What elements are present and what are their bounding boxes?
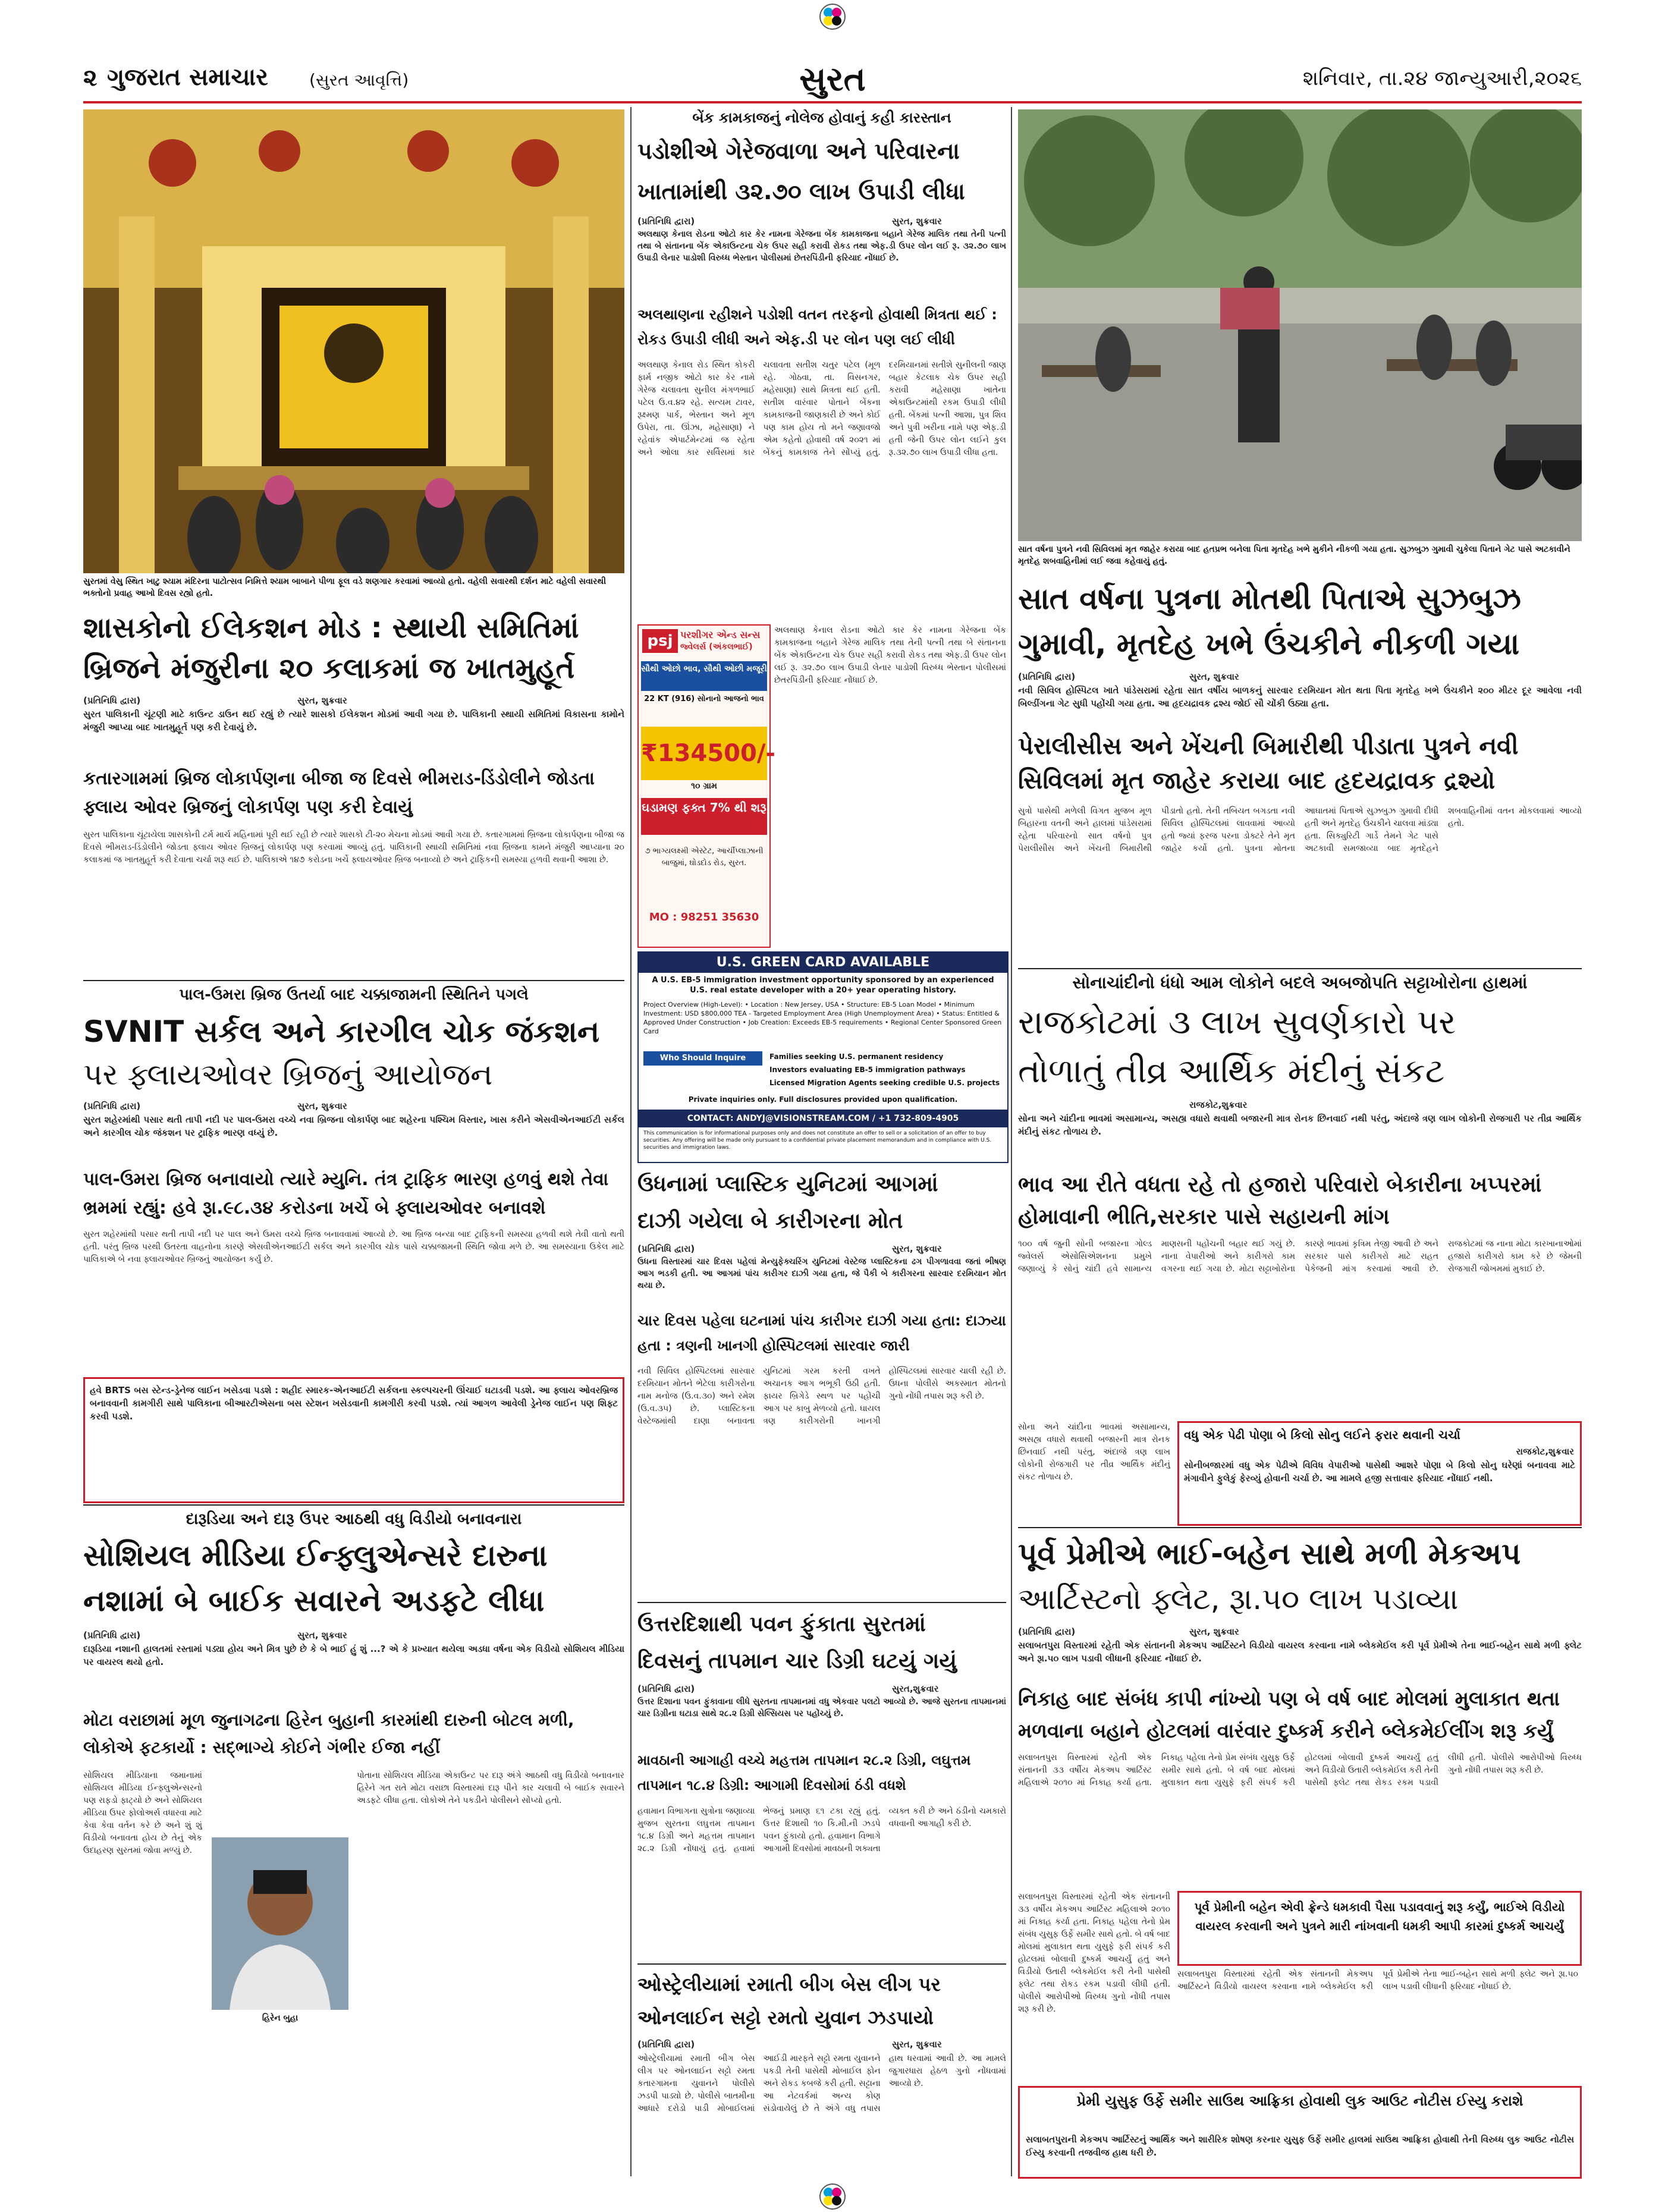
temple-photo-image <box>83 109 624 573</box>
headline-fire: ઉધનામાં પ્લાસ્ટિક યુનિટમાં આગમાં <box>637 1172 938 1196</box>
headline-weather: ઉત્તરદિશાથી પવન ફુંકાતા સુરતમાં <box>637 1612 926 1636</box>
body-influencer-2: પોતાના સોશિયલ મીડિયા એકાઉન્ટ પર દારૂ અંગે આઠથી વધુ વિડીયો બનાવનાર હિરેને ગત રાતે મોટા વરાછા વિસ્તારમાં દારૂ પીને કાર ચલાવી બે બાઈક સવારને અડફટે લીધા હતા. લોકોએ તેને પકડીને પોલીસને સોંપ્યો હતો. <box>357 1771 624 1805</box>
ad-greencard-bullet-3: Licensed Migration Agents seeking credible U.S. projects <box>769 1079 1000 1087</box>
photo-hospital-caption: સાત વર્ષના પુત્રને નવી સિવિલમાં મૃત જાહેર કરાયા બાદ હતપ્રભ બનેલા પિતા મૃતદેહ ખભે મુકીને નીકળી ગયા હતા. સુઝબુઝ ગુમાવી ચુકેલા પિતાને ગેટ પાસે અટકાવીને મૃતદેહ શબવાહિનીમાં લઈ જવા કહેવાયું હતું. <box>1018 545 1570 566</box>
byline-left-cricket: (પ્રતિનિધિ દ્વારા) <box>637 2039 695 2050</box>
body-garage-continued <box>774 624 1006 945</box>
body-influencer: સોશિયલ મીડિયાના જમાનામાં સોશિયલ મીડિયા ઈન્ફ્લુએન્સરનો પણ રાફડો ફાટ્યો છે અને સોશિયલ મીડિયા ઉપર ફોલોઅર્સ વધારવા માટે કેવા કેવા વર્તન કરે છે અને શું શું વિડીયો બનાવતા હોય છે તેનું એક ઉદાહરણ સુરતમાં જોવા મળ્યું છે. <box>83 1771 202 1855</box>
page-number: ૨ <box>83 64 98 92</box>
cmyk-target-icon <box>821 2185 844 2208</box>
photo-temple-caption: સુરતમાં વેસુ સ્થિત ખાટુ શ્યામ મંદિરના પાટોત્સવ નિમિત્તે શ્યામ બાબાને પીળા ફૂલ વડે શણગાર કરવામાં આવ્યો હતો. વહેલી સવારથી દર્શન માટે વહેલી સવારથી ભક્તોનો પ્રવાહ આખો દિવસ રહ્યો હતો. <box>83 577 607 598</box>
lead-makeup: સલાબતપુરા વિસ્તારમાં રહેતી એક સંતાનની મેકઅપ આર્ટિસ્ટને વિડીયો વાયરલ કરવાના નામે બ્લેકમેઈલ કરી પૂર્વ પ્રેમીએ તેના ભાઈ-બહેન સાથે મળી ફ્લેટ અને રૂા.૫૦ લાખ પડાવી લીધાની ફરિયાદ નોંધાઈ છે. <box>1018 1640 1582 1664</box>
byline-left-father: (પ્રતિનિધિ દ્વારા) <box>1018 671 1076 682</box>
hospital-photo-image <box>1018 109 1582 541</box>
subhead-father: પેરાલીસીસ અને ખેંચની બિમારીથી પીડાતા પુત્રને નવી સિવિલમાં મૃત જાહેર કરાયા બાદ હૃદયદ્રાવક દ્રશ્યો <box>1018 733 1519 794</box>
ad-greencard-contact: CONTACT: ANDYJ@VISIONSTREAM.COM / +1 732-809-4905 <box>639 1110 1007 1127</box>
ad-greencard-who: Who Should Inquire <box>643 1051 762 1066</box>
body-rajkot: ૧૦૦ વર્ષ જુની સોની બજારના ગોલ્ડ જ્વેલર્સ એસોસિએશનના પ્રમુખે જણાવ્યું કે સોનું ચાંદી હવે સામાન્ય માણસની પહોંચની બહાર થઈ ગયું છે. નાના વેપારીઓ અને કારીગરો કામ વગરના થઈ ગયા છે. મોટા સટ્ટાખોરોના કારણે ભાવમાં કૃત્રિમ તેજી આવી છે અને સરકાર પાસે કારીગરો માટે રાહત પેકેજની માંગ કરવામાં આવી છે. રાજકોટમાં જ નાના મોટા કારખાનાઓમાં હજારો કારીગરો કામ કરે છે જેમની રોજગારી જોખમમાં મુકાઈ છે. <box>1018 1239 1582 1274</box>
byline-right-rajkot: રાજકોટ,શુક્રવાર <box>1189 1099 1248 1110</box>
paper-name: ગુજરાત સમાચાર <box>107 63 268 91</box>
lead-father: નવી સિવિલ હોસ્પિટલ ખાતે પાંડેસરામાં રહેતા સાત વર્ષીય બાળકનું સારવાર દરમિયાન મોત થતા પિતા મૃતદેહ ખભે ઉંચકીને ૨૦૦ મીટર દૂર આવેલા નવી બિલ્ડીંગના ગેટ સુધી પહોંચી ગયા હતા. આ હૃદયદ્રાવક દ્રશ્ય જોઈ સૌ ચોંકી ઉઠ્યા હતા. <box>1018 685 1582 709</box>
box-makeup-1: પૂર્વ પ્રેમીની બહેન એવી ફ્રેન્ડે ધમકાવી પૈસા પડાવવાનું શરૂ કર્યું, ભાઈએ વિડીયો વાયરલ કરવાની અને પુત્રને મારી નાંખવાની ધમકી આપી કારમાં દુષ્કર્મ આચર્યું <box>1177 1891 1582 1966</box>
headline-rajkot: રાજકોટમાં ૩ લાખ સુવર્ણકારો પર <box>1018 1003 1456 1042</box>
ad-jewellers-offer: ઘડામણ ફક્ત 7% થી શરૂ <box>641 798 767 835</box>
byline-right-weather: સુરત,શુક્રવાર <box>892 1683 939 1694</box>
photo-hospital <box>1018 109 1582 541</box>
box-makeup-2-headline: પ્રેમી યુસુફ ઉર્ફે સમીર સાઉથ આફ્રિકા હોવાથી લુક આઉટ નોટીસ ઈસ્યુ કરાશે <box>1076 2092 1523 2109</box>
lead-weather: ઉત્તર દિશાના પવન ફુંકાવાના લીધે સુરતના તાપમાનમાં વધુ એકવાર પલટો આવ્યો છે. આજે સુરતના તાપમાનમાં ચાર ડિગ્રીના ઘટાડા સાથે ૨૮.૨ ડિગ્રી સેલ્સિયસ પર પહોંચ્યું છે. <box>637 1697 1006 1718</box>
body-fire: નવી સિવિલ હોસ્પિટલમાં સારવાર દરમિયાન મોતને ભેટેલા કારીગરોના નામ મનોજ (ઉ.વ.૩૦) અને રમેશ (ઉ.વ.૩૫) છે. પ્લાસ્ટિકના વેસ્ટેજમાંથી દાણા બનાવતા યુનિટમાં ગરમ કરતી વખતે અચાનક આગ ભભૂકી ઉઠી હતી. ફાયર બ્રિગેડે સ્થળ પર પહોંચી આગ પર કાબુ મેળવ્યો હતો. ઘાયલ ત્રણ કારીગરોની ખાનગી હોસ્પિટલમાં સારવાર ચાલી રહી છે. ઉધના પોલીસે અકસ્માત મોતનો ગુનો નોંધી તપાસ શરૂ કરી છે. <box>637 1366 1006 1426</box>
byline-left-standing: (પ્રતિનિધિ દ્વારા) <box>83 695 141 706</box>
rajkot-continued-para: સોના અને ચાંદીના ભાવમાં અસામાન્ય, અસહ્ય વધારો થવાથી બજારની માત્ર રોનક છિનવાઈ નથી પરંતુ, અંદાજે ત્રણ લાખ લોકોની રોજગારી પર તીવ્ર આર્થિક મંદીનું સંકટ તોળાય છે. <box>1018 1422 1170 1482</box>
byline-left-influencer: (પ્રતિનિધિ દ્વારા) <box>83 1630 141 1641</box>
headline-weather-2: દિવસનું તાપમાન ચાર ડિગ્રી ઘટયું ગયું <box>637 1649 957 1673</box>
subhead-influencer: મોટા વરાછામાં મૂળ જુનાગઢના હિરેન બુહાની કારમાંથી દારુની બોટલ મળી, લોકોએ ફટકાર્યો : સદ્ભાગ્યે કોઈને ગંભીર ઈજા નહીં <box>83 1710 574 1757</box>
ad-jewellers-name: પરશીગર એન્ડ સન્સ <box>680 629 761 640</box>
lead-svnit: સુરત શહેરમાંથી પસાર થતી તાપી નદી પર પાલ-ઉમરા વચ્ચે નવા બ્રિજના લોકાર્પણ બાદ શહેરના પશ્ચિમ વિસ્તાર, ખાસ કરીને એસવીએનઆઈટી સર્કલ અને કારગીલ ચોક જંકશન પર ટ્રાફિક ભારણ વધ્યું છે. <box>83 1114 624 1138</box>
divider-right-2 <box>1018 1527 1582 1528</box>
headline-makeup-2: આર્ટિસ્ટનો ફ્લેટ, રૂા.૫૦ લાખ પડાવ્યા <box>1018 1582 1459 1616</box>
lead-fire: ઉધના વિસ્તારમાં ચાર દિવસ પહેલાં મેન્યુફેક્ચરિંગ યુનિટમાં વેસ્ટેજ પ્લાસ્ટિકના ઢગ પીગળાવવા જતાં ભીષણ આગ ભડકી હતી. આ આગમાં પાંચ કારીગર દાઝી ગયા હતા, જે પૈકી બે કારીગરના સારવાર દરમિયાન મોત થયા છે. <box>637 1257 1006 1290</box>
kicker-svnit: પાલ-ઉમરા બ્રિજ ઉતર્યા બાદ ચક્કાજામની સ્થિતિને પગલે <box>179 986 529 1004</box>
subhead-makeup: નિકાહ બાદ સંબંધ કાપી નાંખ્યો પણ બે વર્ષ બાદ મોલમાં મુલાકાત થતા મળવાના બહાને હોટલમાં વારંવાર દુષ્કર્મ કરીને બ્લેકમેઈલીંગ શરૂ કર્યું <box>1018 1687 1560 1742</box>
box-makeup-2 <box>1018 2086 1582 2179</box>
headline-cricket-2: ઓનલાઈન સટ્ટો રમતો યુવાન ઝડપાયો <box>637 2006 934 2029</box>
divider-left-2 <box>83 1504 624 1506</box>
body-makeup: સલાબતપુરા વિસ્તારમાં રહેતી એક સંતાનની ૩૩ વર્ષીય મેકઅપ આર્ટિસ્ટ મહિલાએ ૨૦૧૦ માં નિકાહ કર્યા હતા. નિકાહ પહેલા તેનો પ્રેમ સંબંધ યુસુફ ઉર્ફે સમીર સાથે હતો. બે વર્ષ બાદ મોલમાં મુલાકાત થતા યુસુફે ફરી સંપર્ક કરી હોટલમાં બોલાવી દુષ્કર્મ આચર્યું હતું અને વિડીયો ઉતારી બ્લેકમેઈલ કરી તેની પાસેથી ફ્લેટ તથા રોકડ રકમ પડાવી લીધી હતી. પોલીસે આરોપીઓ વિરુધ્ધ ગુનો નોંધી તપાસ શરૂ કરી છે. <box>1018 1753 1582 1787</box>
kicker-garage: બેંક કામકાજનું નોલેજ હોવાનું કહી કારસ્તાન <box>692 109 951 126</box>
photo-hiren <box>212 1837 348 2010</box>
divider-right-1 <box>1018 968 1582 969</box>
registration-mark-bottom <box>819 2183 846 2210</box>
byline-right-makeup: સુરત, શુક્રવાર <box>1189 1626 1239 1637</box>
subhead-garage: અલથાણના રહીશને પડોશી વતન તરફનો હોવાથી મિત્રતા થઈ : રોકડ ઉપાડી લીધી અને એફ.ડી પર લોન પણ લઈ લીધી <box>637 306 997 348</box>
byline-right-fire: સુરત, શુક્રવાર <box>892 1243 942 1254</box>
subhead-fire: ચાર દિવસ પહેલા ઘટનામાં પાંચ કારીગર દાઝી ગયા હતા: દાઝ્યા હતા : ત્રણની ખાનગી હોસ્પિટલમાં સારવાર જારી <box>637 1312 1006 1354</box>
byline-left-weather: (પ્રતિનિધિ દ્વારા) <box>637 1683 695 1694</box>
body-svnit: સુરત શહેરમાંથી પસાર થતી તાપી નદી પર પાલ અને ઉમરા વચ્ચે બ્રિજ બનાવવામાં આવ્યો છે. આ બ્રિજ બન્યા બાદ ટ્રાફિકની સમસ્યા હળવી થશે તેવી વાતો થતી હતી. પરંતુ બ્રિજ પરથી ઉતરતા વાહનોના કારણે એસવીએનઆઈટી સર્કલ અને કારગીલ ચોક પાસે ચક્કાજામની સ્થિતિ જોવા મળે છે. આ સમસ્યાના ઉકેલ માટે પાલિકાએ બે નવા ફ્લાયઓવર બ્રિજનું આયોજન કર્યું છે. <box>83 1230 624 1264</box>
ad-jewellers-karat: 22 KT (916) સોનાનો આજનો ભાવ <box>644 695 764 703</box>
byline-right-father: સુરત, શુક્રવાર <box>1189 671 1239 682</box>
masthead-rule <box>83 101 1582 103</box>
headline-fire-2: દાઝી ગયેલા બે કારીગરના મોત <box>637 1209 903 1233</box>
makeup-right-para: સલાબતપુરા વિસ્તારમાં રહેતી એક સંતાનની મેકઅપ આર્ટિસ્ટને વિડીયો વાયરલ કરવાના નામે બ્લેકમેઈલ કરી પૂર્વ પ્રેમીએ તેના ભાઈ-બહેન સાથે મળી ફ્લેટ અને રૂા.૫૦ લાખ પડાવી લીધાની ફરિયાદ નોંધાઈ છે. <box>1177 1969 1578 1991</box>
lead-standing-committee: સુરત પાલિકાની ચૂંટણી માટે કાઉન્ટ ડાઉન થઈ રહ્યું છે ત્યારે શાસકો ઈલેકશન મોડમાં આવી ગયા છે. પાલિકાની સ્થાયી સમિતિમાં વિકાસના કામોને મંજુરી આપ્યા બાદ ખાતમુહૂર્ત પણ કરી દેવાયું છે. <box>83 709 624 733</box>
headline-standing-committee: શાસકોનો ઈલેકશન મોડ : સ્થાયી સમિતિમાં <box>83 611 579 645</box>
body-makeup-continued <box>1018 1891 1170 2081</box>
box-rajkot-byline: રાજકોટ,શુક્રવાર <box>1516 1446 1574 1457</box>
masthead <box>83 59 1582 101</box>
headline-svnit-2: પર ફ્લાયઓવર બ્રિજનું આયોજન <box>83 1057 493 1092</box>
kicker-influencer: દારૂડિયા અને દારૂ ઉપર આઠથી વધુ વિડીયો બનાવનારા <box>186 1510 522 1528</box>
divider-mid-1 <box>637 1602 1006 1603</box>
body-makeup-right <box>1177 1968 1578 2081</box>
headline-standing-committee-2: બ્રિજને મંજુરીના ૨૦ કલાકમાં જ ખાતમુહૂર્ત <box>83 652 575 685</box>
byline-right-svnit: સુરત, શુક્રવાર <box>297 1101 347 1111</box>
box-rajkot-gold <box>1177 1421 1582 1526</box>
edition-label: (સુરત આવૃત્તિ) <box>309 70 409 90</box>
ad-greencard-bullet-2: Investors evaluating EB-5 immigration pathways <box>769 1066 966 1074</box>
divider-left-1 <box>83 980 624 981</box>
headline-svnit: SVNIT સર્કલ અને કારગીલ ચોક જંકશન <box>83 1014 600 1049</box>
subhead-weather: માવઠાની આગાહી વચ્ચે મહત્તમ તાપમાન ૨૮.૨ ડિગ્રી, લઘુત્તમ તાપમાન ૧૮.૪ ડિગ્રી: આગામી દિવસોમાં ઠંડી વધશે <box>637 1753 971 1793</box>
headline-rajkot-2: તોળાતું તીવ્ર આર્થિક મંદીનું સંકટ <box>1018 1052 1445 1091</box>
subhead-standing-committee: કતારગામમાં બ્રિજ લોકાર્પણના બીજા જ દિવસે ભીમરાડ-ડિંડોલીને જોડતા ફ્લાય ઓવર બ્રિજનું લોકાર્પણ પણ કરી દેવાયું <box>83 768 595 818</box>
cmyk-target-icon <box>821 5 844 29</box>
ad-jewellers-tagline: સૌથી ઓછો ભાવ, સૌથી ઓછી મજૂરી <box>641 661 767 691</box>
headline-cricket: ઓસ્ટ્રેલીયામાં રમાતી બીગ બેસ લીગ પર <box>637 1973 941 1996</box>
ad-jewellers-unit: ૧૦ ગ્રામ <box>691 781 717 791</box>
headline-makeup: પૂર્વ પ્રેમીએ ભાઈ-બહેન સાથે મળી મેકઅપ <box>1018 1537 1521 1571</box>
hiren-portrait-image <box>212 1837 348 2010</box>
city-title: સુરત <box>799 59 866 99</box>
byline-right-influencer: સુરત, શુક્રવાર <box>297 1630 347 1641</box>
ad-jewellers <box>637 624 776 948</box>
lead-rajkot: સોના અને ચાંદીના ભાવમાં અસામાન્ય, અસહ્ય વધારો થવાથી બજારની માત્ર રોનક છિનવાઈ નથી પરંતુ, અંદાજે ત્રણ લાખ લોકોની રોજગારી પર તીવ્ર આર્થિક મંદીનું સંકટ તોળાય છે. <box>1018 1113 1582 1137</box>
ad-jewellers-price: ₹134500/- <box>641 727 767 780</box>
body-weather: હવામાન વિભાગના સુત્રોના જણાવ્યા મુજબ સુરતના લઘુત્તમ તાપમાન ૧૮.૪ ડિગ્રી અને મહત્તમ તાપમાન ૨૮.૨ ડિગ્રી નોંધાયું હતું. હવામાં ભેજનું પ્રમાણ ૬૧ ટકા રહ્યું હતું. ઉત્તર દિશાથી ૧૦ કિ.મી.ની ઝડપે પવન ફુંકાયો હતો. હવામાન વિભાગે આગામી દિવસોમાં માવઠાની શક્યતા વ્યક્ત કરી છે અને ઠંડીનો ચમકારો વધવાની આગાહી કરી છે. <box>637 1806 1006 1853</box>
byline-right-garage: સુરત, શુક્રવાર <box>892 216 942 227</box>
makeup-continued-para: સલાબતપુરા વિસ્તારમાં રહેતી એક સંતાનની ૩૩ વર્ષીય મેકઅપ આર્ટિસ્ટ મહિલાએ ૨૦૧૦ માં નિકાહ કર્યા હતા. નિકાહ પહેલા તેનો પ્રેમ સંબંધ યુસુફ ઉર્ફે સમીર સાથે હતો. બે વર્ષ બાદ મોલમાં મુલાકાત થતા યુસુફે ફરી સંપર્ક કરી હોટલમાં બોલાવી દુષ્કર્મ આચર્યું હતું અને વિડીયો ઉતારી બ્લેકમેઈલ કરી તેની પાસેથી ફ્લેટ તથા રોકડ રકમ પડાવી લીધી હતી. પોલીસે આરોપીઓ વિરુધ્ધ ગુનો નોંધી તપાસ શરૂ કરી છે. <box>1018 1892 1170 2014</box>
body-father: સુત્રો પાસેથી મળેલી વિગત મુજબ મૂળ બિહારના વતની અને હાલમાં પાંડેસરામાં રહેતા પરિવારનો સાત વર્ષનો પુત્ર પેરાલીસીસ અને ખેંચની બિમારીથી પીડાતો હતો. તેની તબિયત બગડતા નવી સિવિલ હોસ્પિટલમાં લાવવામાં આવ્યો હતો જ્યાં ફરજ પરના ડોક્ટરે તેને મૃત જાહેર કર્યો હતો. પુત્રના મોતના આઘાતમાં પિતાએ સુઝબુઝ ગુમાવી દીધી હતી અને મૃતદેહ ઉંચકીને ચાલવા માંડ્યા હતા. સિક્યુરિટી ગાર્ડે તેમને ગેટ પાસે અટકાવી સમજાવ્યા બાદ મૃતદેહને શબવાહિનીમાં વતન મોકલવામાં આવ્યો હતો. <box>1018 806 1582 853</box>
lead-garage: અલથાણ કેનાલ રોડના ઓટો કાર કેર નામના ગેરેજના બેંક કામકાજના બહાને ગેરેજ માલિક તથા તેની પત્ની તથા બે સંતાનના બેંક એકાઉન્ટના ચેક ઉપર સહી કરાવી રોકડ તથા એફ.ડી ઉપર લોન લઈ રૂ. ૩૨.૭૦ લાખ ઉપાડી લેનાર પાડોશી વિરુધ્ધ ભેસ્તાન પોલીસમાં છેતરપિંડીની ફરિયાદ નોંધાઈ છે. <box>637 230 1006 263</box>
lead-influencer: દારૂડિયા નશાની હાલતમાં રસ્તામાં પડ્યા હોય અને મિત્ર પુછે છે કે બે ભાઈ હું શું ...? એ કે પ્રખ્યાત થયેલા અડધા વર્ષના એક વિડીયો સોશિયલ મીડિયા પર વાયરલ થયો હતો. <box>83 1644 624 1667</box>
body-standing-committee: સુરત પાલિકાના ચૂંટાયેલા શાસકોની ટર્મ માર્ચ મહિનામાં પૂરી થઈ રહી છે ત્યારે શાસકો ટી-૨૦ મેચના મોડમાં આવી ગયા છે. કતારગામમાં બ્રિજના લોકાર્પણના બીજા જ દિવસે ભીમરાડ-ડિંડોલીને જોડતા ફ્લાય ઓવર બ્રિજનું લોકાર્પણ પણ કરવામાં આવ્યું હતું. પાલિકાની સ્થાયી સમિતિમાં નવા બ્રિજના કામને મંજુરી આપ્યાના ૨૦ કલાકમાં જ ખાતમુહૂર્ત કરી દેવાતા ચર્ચા શરૂ થઈ છે. પાલિકાએ ૧૪૭ કરોડના ખર્ચે ફ્લાયઓવર બ્રિજ બનાવ્યો છે અને ટ્રાફિકની સમસ્યા હળવી થવાની આશા છે. <box>83 830 624 865</box>
byline-left-garage: (પ્રતિનિધિ દ્વારા) <box>637 216 695 227</box>
issue-date: શનિવાર, તા.૨૪ જાન્યુઆરી,૨૦૨૬ <box>1302 67 1582 90</box>
body-rajkot-continued <box>1018 1421 1170 1522</box>
byline-right-standing: સુરત, શુક્રવાર <box>297 695 347 706</box>
ad-greencard-title: U.S. GREEN CARD AVAILABLE <box>639 953 1007 973</box>
body-garage: અલથાણ કેનાલ રોડ સ્થિત કોકરી ફાર્મ નજીક ઓટો કાર કેર નામે ગેરેજ ચલાવતા સુનીલ મંગળભાઈ પટેલ ઉ.વ.૪૨ રહે. સત્યમ ટાવર, રૂક્ષ્મણ પાર્ક, ભેસ્તાન અને મૂળ ઉપેરા, તા. ઊંઝા, મહેસાણા) ને રહેવાંક એપાર્ટમેન્ટમાં જ રહેતા અને ઓલા કાર સર્વિસમાં કાર ચલાવતા સતીશ ચતુર પટેલ (મૂળ રહે. ગોઠવા, તા. વિસનગર, મહેસાણા) સાથે મિત્રતા થઈ હતી. સતીશ વારંવાર પોતાને બેંકના કામકાજની જાણકારી છે અને કોઈ પણ કામ હોય તો મને જણાવજો એમ કહેતો હોવાથી વર્ષ ૨૦૨૧ માં બેંકનું કામકાજ તેને સોંપ્યું હતું. દરમિયાનમાં સતીશે સુનીલની જાણ બહાર કેટલાક ચેક ઉપર સહી કરાવી મહેસાણા ખાતેના એકાઉન્ટમાંથી રકમ ઉપાડી લીધી હતી. બેંકમાં પત્ની આશા, પુત્ર શિવ અને પુત્રી ખરીના નામે પણ એફ.ડી હતી જેની ઉપર લોન લઈને કુલ રૂ.૩૨.૭૦ લાખ ઉપાડી લીધા હતા. <box>637 360 1006 457</box>
ad-greencard <box>637 951 1009 1163</box>
ad-greencard-disclaimer: This communication is for informational purposes only and does not constitute an offer to sell or a solicitation of an offer to buy securities. Any offering will be made only pursuant to a confidential private placement memorandum and in compliance with U.S. securities and immigration laws. <box>643 1130 992 1151</box>
ad-jewellers-address: ૭ ભાગ્યલક્ષ્મી એસ્ટેટ, આર્ચીપ્લાઝાની બાજુમાં, ઘોડદોડ રોડ, સુરત. <box>645 847 764 868</box>
ad-greencard-bullet-1: Families seeking U.S. permanent residency <box>769 1052 944 1061</box>
byline-right-cricket: સુરત, શુક્રવાર <box>892 2039 942 2050</box>
box-rajkot-headline: વધુ એક પેઢી પોણા બે કિલો સોનુ લઈને ફરાર થવાની ચર્ચા <box>1184 1428 1460 1442</box>
body-cricket: ઓસ્ટ્રેલીયામાં રમાતી બીગ બેસ લીગ પર ઓનલાઈન સટ્ટો રમતા કતારગામના યુવાનને પોલીસે ઝડપી પાડ્યો છે. પોલીસે બાતમીના આધારે દરોડો પાડી મોબાઈલમાં આઈડી મારફતે સટ્ટો રમતા યુવાનને પકડી તેની પાસેથી મોબાઈલ ફોન અને રોકડ કબજે કરી હતી. સટ્ટાના આ નેટવર્કમાં અન્ય કોણ સંડોવાયેલું છે તે અંગે વધુ તપાસ હાથ ધરવામાં આવી છે. આ મામલે જુગારધારા હેઠળ ગુનો નોંધવામાં આવ્યો છે. <box>637 2054 1006 2113</box>
ad-jewellers-brand: psj <box>642 629 678 653</box>
byline-left-fire: (પ્રતિનિધિ દ્વારા) <box>637 1243 695 1254</box>
headline-influencer: સોશિયલ મીડિયા ઈન્ફ્લુએન્સરે દારુના <box>83 1538 548 1573</box>
ad-jewellers-mobile: MO : 98251 35630 <box>649 911 759 923</box>
headline-garage-2: ખાતામાંથી ૩૨.૭૦ લાખ ઉપાડી લીધા <box>637 178 965 205</box>
garage-continued-para: અલથાણ કેનાલ રોડના ઓટો કાર કેર નામના ગેરેજના બેંક કામકાજના બહાને ગેરેજ માલિક તથા તેની પત્ની તથા બે સંતાનના બેંક એકાઉન્ટના ચેક ઉપર સહી કરાવી રોકડ તથા એફ.ડી ઉપર લોન લઈ રૂ. ૩૨.૭૦ લાખ ઉપાડી લેનાર પાડોશી વિરુધ્ધ ભેસ્તાન પોલીસમાં છેતરપિંડીની ફરિયાદ નોંધાઈ છે. <box>774 626 1006 685</box>
headline-father: સાત વર્ષના પુત્રના મોતથી પિતાએ સુઝબુઝ <box>1018 582 1521 616</box>
kicker-rajkot: સોનાચાંદીનો ધંધો આમ લોકોને બદલે અબજોપતિ સટ્ટાખોરોના હાથમાં <box>1072 973 1528 992</box>
column-divider-left <box>630 107 632 2176</box>
registration-mark-top <box>819 4 846 30</box>
box-rajkot-body: સોનીબજારમાં વધુ એક પેઢીએ વિવિધ વેપારીઓ પાસેથી આશરે પોણા બે કિલો સોનુ ઘરેણાં બનાવવા માટે મંગાવીને ફુલેકું ફેરવ્યું હોવાની ચર્ચા છે. આ મામલે હજી સત્તાવાર ફરિયાદ નોંધાઈ નથી. <box>1184 1460 1575 1484</box>
headline-garage: પડોશીએ ગેરેજવાળા અને પરિવારના <box>637 138 960 164</box>
box-svnit-brts: હવે BRTS બસ સ્ટેન્ડ-ડ્રેનેજ લાઈન ખસેડવા પડશે : શહીદ સ્મારક-એનઆઈટી સર્કલના સ્કલ્પચરની ઊંચાઈ ઘટાડવી પડશે. આ ફ્લાય ઓવરબ્રિજ બનાવવાની કામગીરી સાથે પાલિકાના બીઆરટીએસના બસ સ્ટેશન ખસેડવાની કામગીરી કરવી પડશે. ત્યાં આગળ આવેલી ડ્રેનેજ લાઈન પણ શિફ્ટ કરવી પડશે. <box>83 1377 624 1503</box>
subhead-rajkot: ભાવ આ રીતે વધતા રહે તો હજારો પરિવારો બેકારીના ખપ્પરમાં હોમાવાની ભીતિ,સરકાર પાસે સહાયની માંગ <box>1018 1173 1542 1229</box>
ad-greencard-line-2: Project Overview (High-Level): • Location : New Jersey, USA • Structure: EB-5 Loan Model • Minimum Investment: USD $800,000 TEA - Targeted Employment Area (High Unemployment Area) • Status: Entitled & Approved Under Construction • Job Creation: Exceeds EB-5 requirements • Regional Center Sponsored Green Card <box>643 1001 1002 1035</box>
divider-mid-2 <box>637 1963 1006 1965</box>
box-makeup-2-body: સલાબતપુરાની મેકઅપ આર્ટિસ્ટનું આર્થિક અને શારીરિક શોષણ કરનાર યુસુફ ઉર્ફે સમીર હાલમાં સાઉથ આફ્રિકા હોવાથી તેની વિરુધ્ધ લુક આઉટ નોટીસ ઈસ્યુ કરવાની તજવીજ હાથ ધરી છે. <box>1026 2134 1574 2158</box>
subhead-svnit: પાલ-ઉમરા બ્રિજ બનાવાયો ત્યારે મ્યુનિ. તંત્ર ટ્રાફિક ભારણ હળવું થશે તેવા ભ્રમમાં રહ્યું: હવે રૂા.૯૮.૩૪ કરોડના ખર્ચે બે ફ્લાયઓવર બનાવશે <box>83 1169 609 1218</box>
ad-greencard-privacy: Private inquiries only. Full disclosures provided upon qualification. <box>688 1095 958 1104</box>
ad-jewellers-name-2: જ્વેલર્સ (અંકલભાઈ) <box>680 642 753 652</box>
column-divider-right <box>1011 107 1012 2176</box>
headline-influencer-2: નશામાં બે બાઈક સવારને અડફટે લીધા <box>83 1583 545 1618</box>
byline-left-makeup: (પ્રતિનિધિ દ્વારા) <box>1018 1626 1076 1637</box>
photo-temple <box>83 109 624 573</box>
ad-greencard-line-1: A U.S. EB-5 immigration investment opportunity sponsored by an experienced U.S. real estate developer with a 20+ year operating history. <box>652 976 994 995</box>
headline-father-2: ગુમાવી, મૃતદેહ ખભે ઉંચકીને નીકળી ગયા <box>1018 627 1520 661</box>
byline-left-svnit: (પ્રતિનિધિ દ્વારા) <box>83 1101 141 1111</box>
photo-hiren-caption: હિરેન બુહા <box>262 2013 299 2023</box>
